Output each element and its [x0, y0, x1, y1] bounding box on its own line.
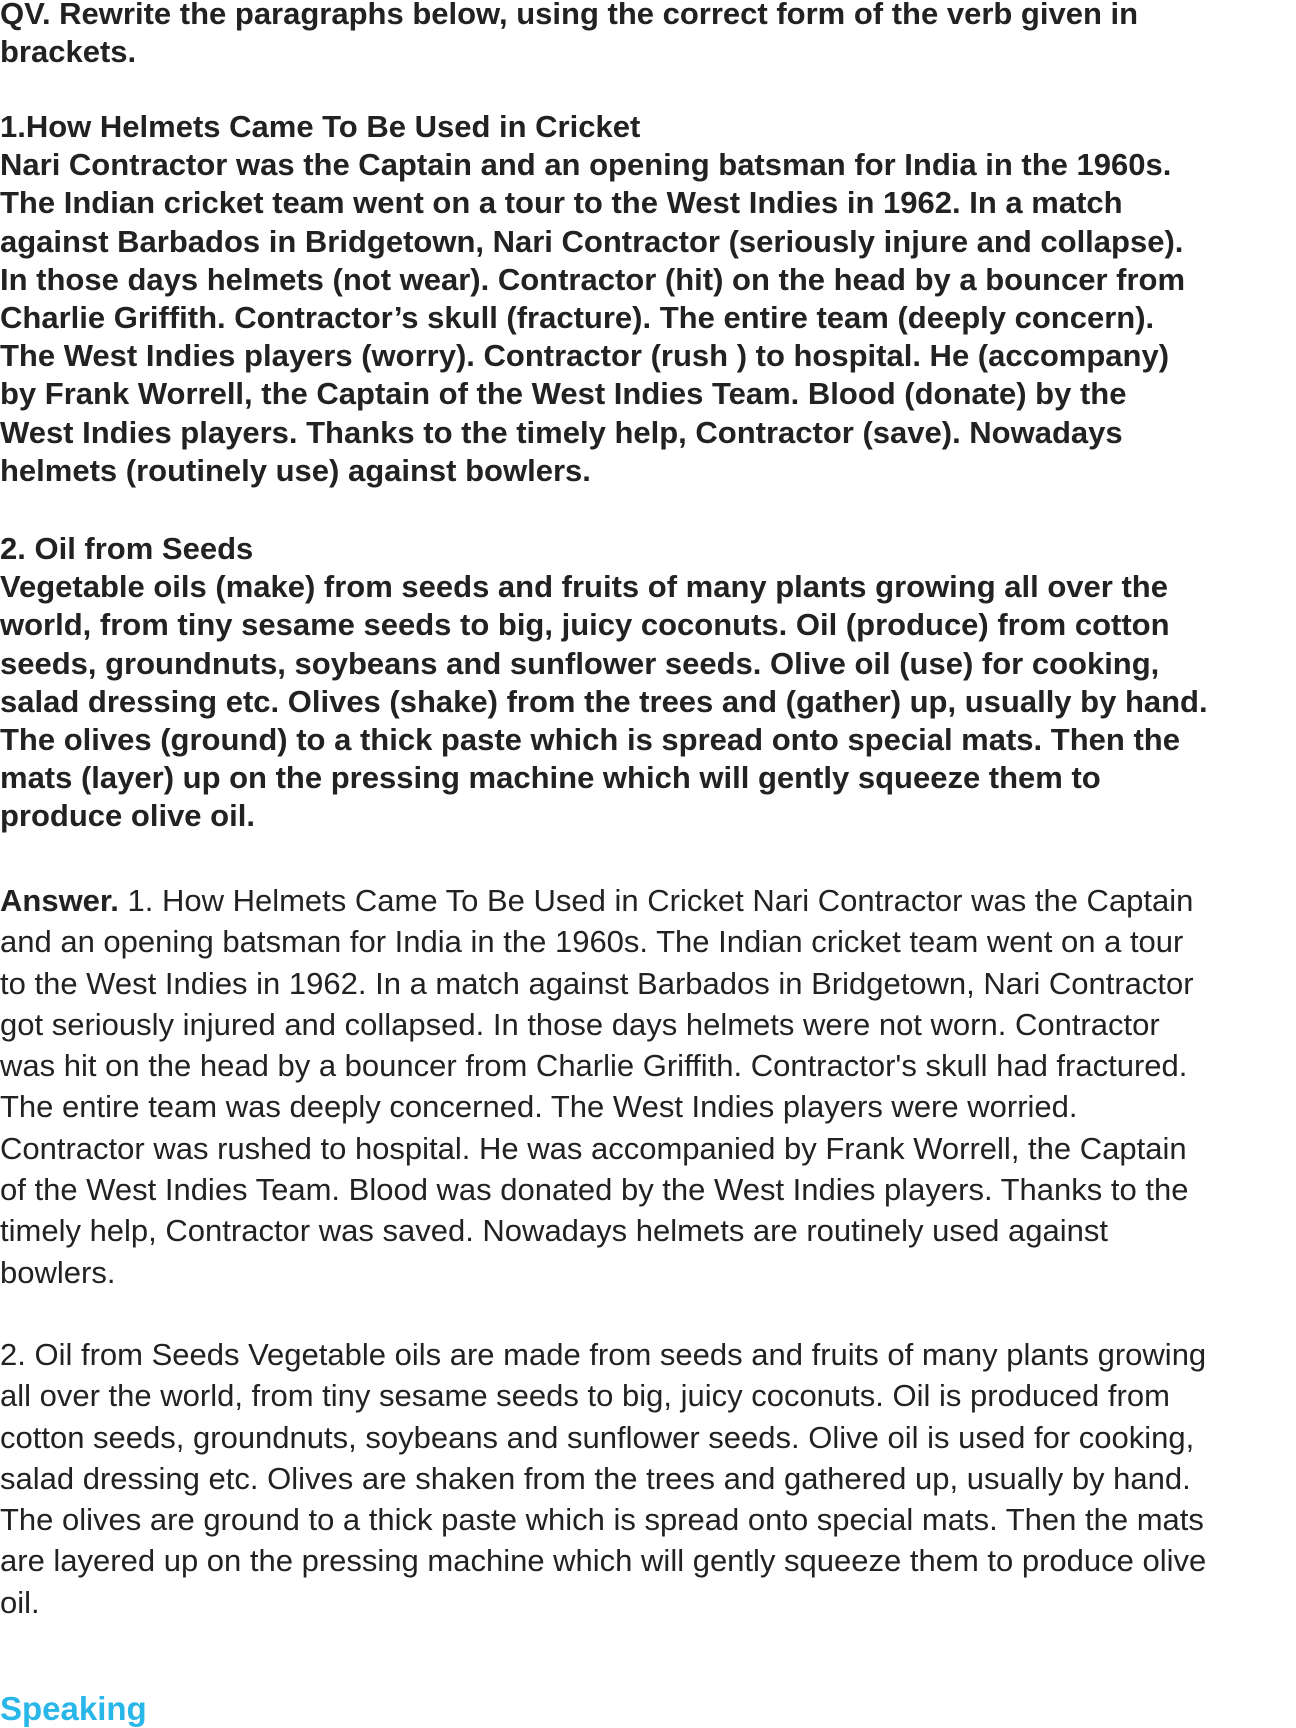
- answer-line: Contractor was rushed to hospital. He was accompanied by Frank Worrell, the Captain: [0, 1130, 1187, 1166]
- answer-line: The entire team was deeply concerned. The West Indies players were worried.: [0, 1089, 1078, 1125]
- answer-line: salad dressing etc. Olives are shaken from the trees and gathered up, usually by hand.: [0, 1460, 1191, 1496]
- passage-title: 2. Oil from Seeds: [0, 531, 254, 566]
- answer-line: oil.: [0, 1584, 40, 1620]
- answer-first-line: [0, 880, 1194, 921]
- answer-line: The olives are ground to a thick paste which is spread onto special mats. Then the mats: [0, 1502, 1204, 1538]
- answer-line: timely help, Contractor was saved. Nowadays helmets are routinely used against: [0, 1213, 1108, 1249]
- answer-line: all over the world, from tiny sesame seeds to big, juicy coconuts. Oil is produced from: [0, 1378, 1170, 1414]
- passage-line: Nari Contractor was the Captain and an opening batsman for India in the 1960s.: [0, 147, 1172, 183]
- answer-helmets: [0, 880, 1194, 1293]
- passage-line: mats (layer) up on the pressing machine which will gently squeeze them to: [0, 760, 1101, 796]
- passage-line: world, from tiny sesame seeds to big, juicy coconuts. Oil (produce) from cotton: [0, 607, 1170, 643]
- passage-line: against Barbados in Bridgetown, Nari Contractor (seriously injure and collapse).: [0, 223, 1184, 259]
- answer-line-text: 1. How Helmets Came To Be Used in Cricket Nari Contractor was the Captain: [118, 883, 1194, 918]
- answer-line: 2. Oil from Seeds Vegetable oils are made from seeds and fruits of many plants growing: [0, 1337, 1207, 1372]
- passage-line: helmets (routinely use) against bowlers.: [0, 452, 591, 488]
- passage-helmets: [0, 108, 1185, 490]
- passage-line: produce olive oil.: [0, 798, 255, 834]
- passage-oil-from-seeds: [0, 530, 1208, 836]
- passage-line: by Frank Worrell, the Captain of the West Indies Team. Blood (donate) by the: [0, 376, 1127, 412]
- answer-line: to the West Indies in 1962. In a match against Barbados in Bridgetown, Nari Contractor: [0, 965, 1194, 1001]
- passage-title: 1.How Helmets Came To Be Used in Cricket: [0, 109, 641, 144]
- answer-line: got seriously injured and collapsed. In those days helmets were not worn. Contractor: [0, 1006, 1160, 1042]
- instruction-line: brackets.: [0, 34, 137, 70]
- question-instruction: [0, 0, 1138, 71]
- speaking-section-heading: Speaking: [0, 1690, 147, 1727]
- answer-line: was hit on the head by a bouncer from Charlie Griffith. Contractor's skull had fractured.: [0, 1048, 1188, 1084]
- passage-line: In those days helmets (not wear). Contractor (hit) on the head by a bouncer from: [0, 261, 1186, 297]
- passage-line: salad dressing etc. Olives (shake) from the trees and (gather) up, usually by hand.: [0, 683, 1208, 719]
- passage-line: The West Indies players (worry). Contractor (rush ) to hospital. He (accompany): [0, 338, 1170, 374]
- answer-line: are layered up on the pressing machine which will gently squeeze them to produce olive: [0, 1543, 1207, 1579]
- passage-line: seeds, groundnuts, soybeans and sunflower seeds. Olive oil (use) for cooking,: [0, 645, 1160, 681]
- answer-line: and an opening batsman for India in the 1960s. The Indian cricket team went on a tour: [0, 924, 1184, 960]
- passage-line: West Indies players. Thanks to the timely help, Contractor (save). Nowadays: [0, 414, 1123, 450]
- passage-line: Vegetable oils (make) from seeds and fruits of many plants growing all over the: [0, 569, 1168, 605]
- answer-line: of the West Indies Team. Blood was donated by the West Indies players. Thanks to the: [0, 1172, 1189, 1208]
- instruction-line: QV. Rewrite the paragraphs below, using the correct form of the verb given in: [0, 0, 1139, 31]
- passage-line: The olives (ground) to a thick paste which is spread onto special mats. Then the: [0, 722, 1180, 758]
- answer-line: bowlers.: [0, 1254, 116, 1290]
- answer-oil-from-seeds: [0, 1334, 1206, 1623]
- passage-line: Charlie Griffith. Contractor’s skull (fracture). The entire team (deeply concern).: [0, 300, 1155, 336]
- answer-label: Answer.: [0, 883, 119, 918]
- passage-line: The Indian cricket team went on a tour to the West Indies in 1962. In a match: [0, 185, 1123, 221]
- answer-line: cotton seeds, groundnuts, soybeans and sunflower seeds. Olive oil is used for cooking,: [0, 1419, 1195, 1455]
